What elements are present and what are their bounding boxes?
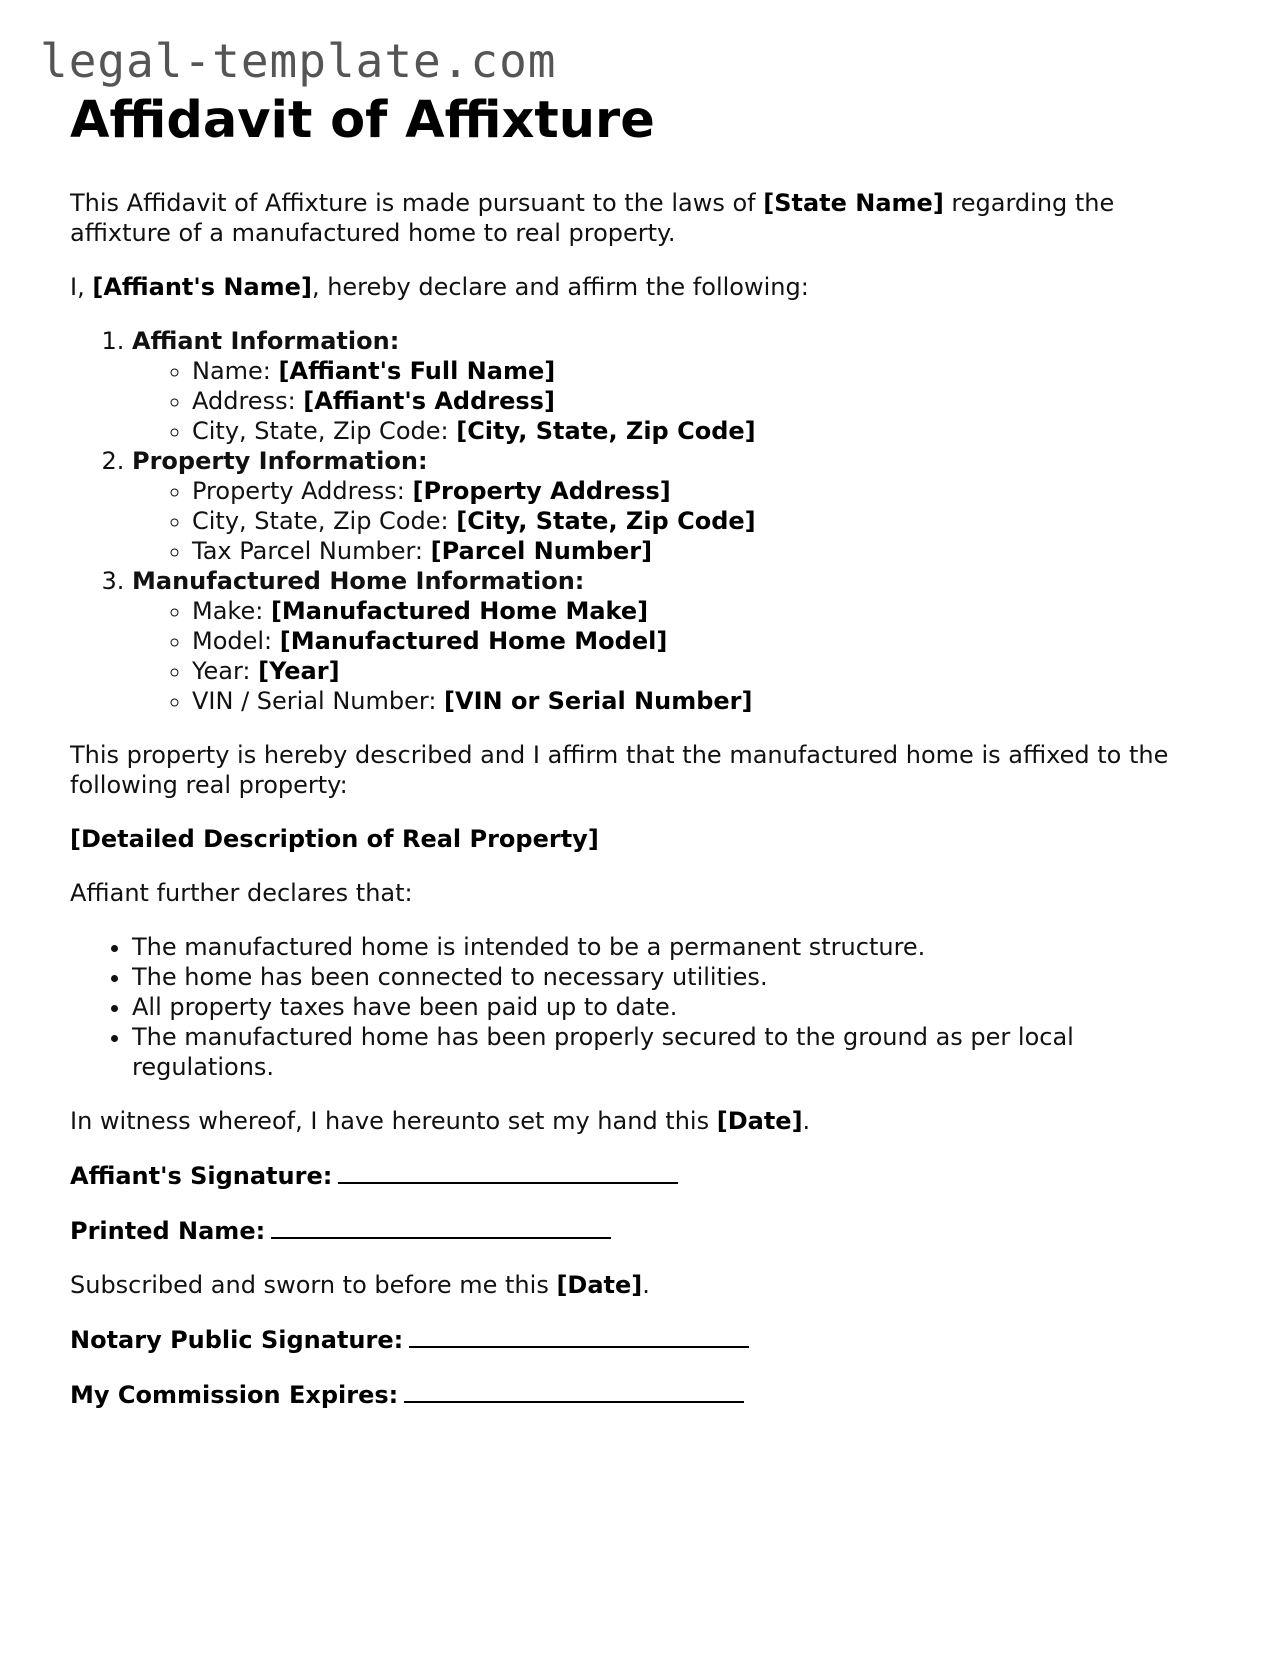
affiant-signature-row [70,1160,1190,1191]
declare-text-post: , hereby declare and affirm the following: [311,273,809,301]
list-item: • The home has been connected to necessary utilities. [132,962,1190,992]
section-items [132,356,1190,446]
sworn-text-post: . [642,1271,650,1299]
item-value: [VIN or Serial Number] [444,687,753,715]
information-sections [70,326,1190,716]
list-item [192,596,1190,626]
list-item [192,686,1190,716]
declarations-list [70,932,1190,1082]
witness-text-post: . [802,1107,811,1135]
item-value: [City, State, Zip Code] [456,507,756,535]
property-description-text: [Detailed Description of Real Property] [70,825,599,853]
state-name-placeholder: [State Name] [763,189,944,217]
section-heading: Property Information: [132,447,428,475]
intro-paragraph [70,188,1190,248]
item-label: Year: [192,657,259,685]
intro-text-post: regarding the affixture of a manufactured home to real property. [70,189,1115,247]
item-label: Property Address: [192,477,413,505]
list-item [192,626,1190,656]
document-body [70,88,1190,1434]
printed-name-label: Printed Name: [70,1217,266,1245]
declaration-paragraph [70,272,1190,302]
notary-signature-line[interactable] [409,1324,749,1348]
notary-signature-label: Notary Public Signature: [70,1326,404,1354]
property-statement: This property is hereby described and I affirm that the manufactured home is affixed to the following real property: [70,741,1169,799]
notary-signature-row [70,1324,1190,1355]
list-item [192,386,1190,416]
section-items [132,596,1190,716]
item-label: City, State, Zip Code: [192,417,457,445]
witness-text-pre: In witness whereof, I have hereunto set my hand this [70,1107,717,1135]
property-description-placeholder [70,824,1190,854]
sworn-paragraph [70,1270,1190,1300]
list-item: • The manufactured home has been properly secured to the ground as per local regulations. [132,1022,1190,1082]
commission-line[interactable] [404,1379,744,1403]
intro-text-pre: This Affidavit of Affixture is made pursuant to the laws of [70,189,764,217]
item-label: Name: [192,357,279,385]
item-value: [Manufactured Home Make] [270,597,649,625]
section-heading: Manufactured Home Information: [132,567,585,595]
affiant-signature-line[interactable] [338,1160,678,1184]
further-declares: Affiant further declares that: [70,879,413,907]
list-item: • All property taxes have been paid up to date. [132,992,1190,1022]
printed-name-line[interactable] [271,1215,611,1239]
affiant-signature-label: Affiant's Signature: [70,1162,333,1190]
item-label: City, State, Zip Code: [192,507,457,535]
item-label: Tax Parcel Number: [192,537,431,565]
list-item [192,476,1190,506]
item-value: [Parcel Number] [430,537,653,565]
item-value: [City, State, Zip Code] [456,417,756,445]
watermark: legal-template.com [40,34,557,88]
item-label: Model: [192,627,280,655]
item-value: [Affiant's Address] [303,387,555,415]
section-heading: Affiant Information: [132,327,400,355]
list-item [192,536,1190,566]
list-item [192,506,1190,536]
sworn-text-pre: Subscribed and sworn to before me this [70,1271,557,1299]
sworn-date-placeholder: [Date] [556,1271,643,1299]
section-items [132,476,1190,566]
item-value: [Affiant's Full Name] [278,357,556,385]
section-property-information [132,446,1190,566]
list-item [192,356,1190,386]
section-affiant-information [132,326,1190,446]
commission-label: My Commission Expires: [70,1381,399,1409]
witness-paragraph [70,1106,1190,1136]
witness-date-placeholder: [Date] [716,1107,803,1135]
item-value: [Year] [258,657,340,685]
item-value: [Property Address] [412,477,671,505]
item-value: [Manufactured Home Model] [279,627,668,655]
item-label: Address: [192,387,304,415]
item-label: Make: [192,597,271,625]
list-item: • The manufactured home is intended to be a permanent structure. [132,932,1190,962]
section-manufactured-home-information [132,566,1190,716]
affiant-name-placeholder: [Affiant's Name] [92,273,312,301]
list-item [192,416,1190,446]
printed-name-row [70,1215,1190,1246]
document-title: Affidavit of Affixture [70,91,655,150]
declare-text-pre: I, [70,273,93,301]
list-item [192,656,1190,686]
commission-row [70,1379,1190,1410]
item-label: VIN / Serial Number: [192,687,445,715]
